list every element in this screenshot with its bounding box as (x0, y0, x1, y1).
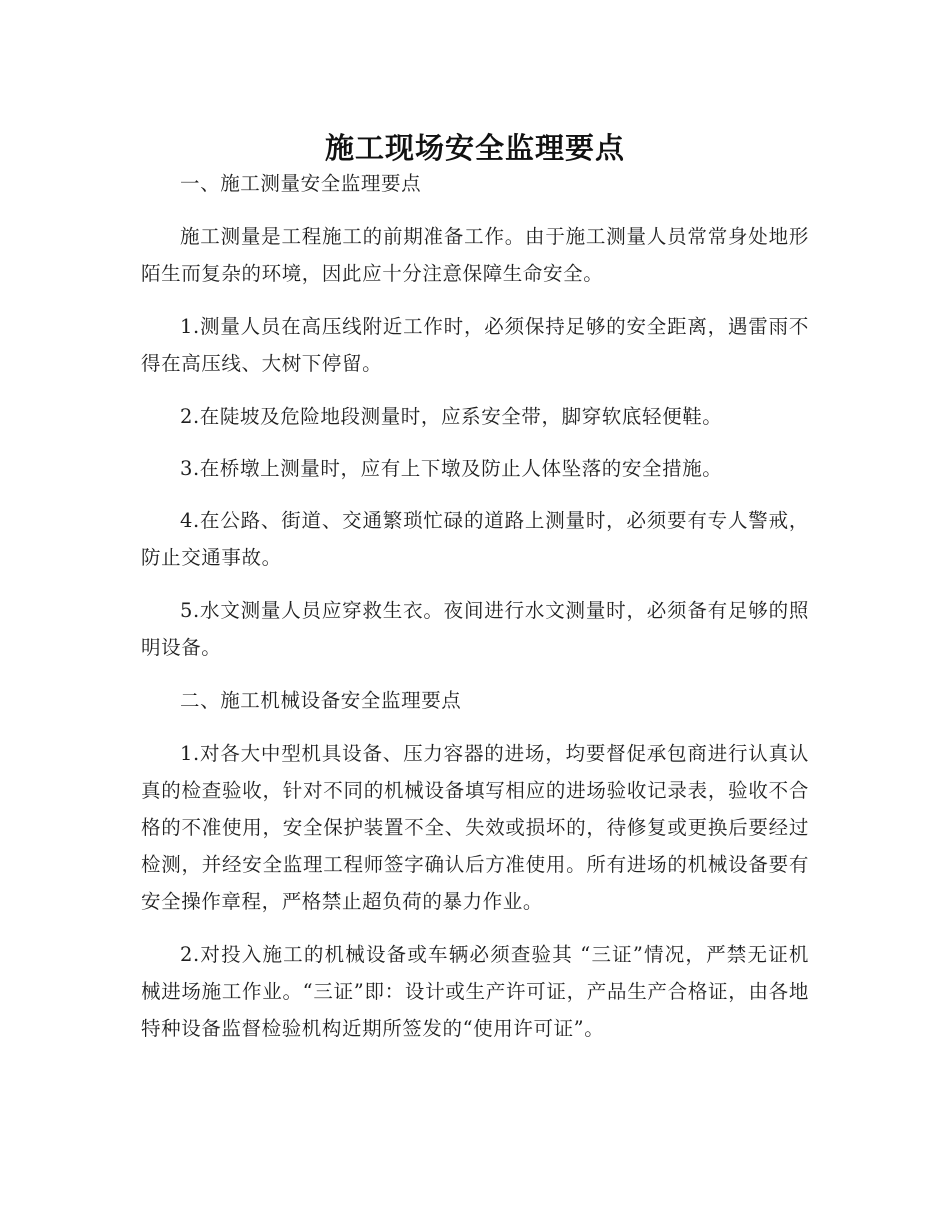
paragraph-machinery-item-1: 1.对各大中型机具设备、压力容器的进场，均要督促承包商进行认真认真的检查验收，针对不同的机械设备填写相应的进场验收记录表，验收不合格的不准使用，安全保护装置不全、失效或损坏的，待修复或更换后要经过检测，并经安全监理工程师签字确认后方准使用。所有进场的机械设备要有安全操作章程，严格禁止超负荷的暴力作业。 (141, 742, 809, 913)
paragraph-survey-item-2: 2.在陡坡及危险地段测量时，应系安全带，脚穿软底轻便鞋。 (180, 405, 723, 428)
document-body (141, 165, 809, 1063)
document-title: 施工现场安全监理要点 (324, 131, 625, 166)
paragraph-survey-item-3: 3.在桥墩上测量时，应有上下墩及防止人体坠落的安全措施。 (180, 457, 723, 480)
section-heading-survey: 一、施工测量安全监理要点 (180, 172, 422, 195)
paragraph-machinery-item-2: 2.对投入施工的机械设备或车辆必须查验其 “三证”情况，严禁无证机械进场施工作业。“三证”即：设计或生产许可证，产品生产合格证，由各地特种设备监督检验机构近期所签发的“使用许可证”。 (141, 943, 809, 1040)
paragraph-survey-intro: 施工测量是工程施工的前期准备工作。由于施工测量人员常常身处地形陌生而复杂的环境，因此应十分注意保障生命安全。 (141, 225, 809, 285)
paragraph-survey-item-4: 4.在公路、街道、交通繁琐忙碌的道路上测量时，必须要有专人警戒，防止交通事故。 (141, 509, 809, 569)
section-heading-machinery: 二、施工机械设备安全监理要点 (180, 689, 462, 712)
paragraph-survey-item-5: 5.水文测量人员应穿救生衣。夜间进行水文测量时，必须备有足够的照明设备。 (141, 599, 809, 659)
paragraph-survey-item-1: 1.测量人员在高压线附近工作时，必须保持足够的安全距离，遇雷雨不得在高压线、大树下停留。 (141, 315, 809, 375)
